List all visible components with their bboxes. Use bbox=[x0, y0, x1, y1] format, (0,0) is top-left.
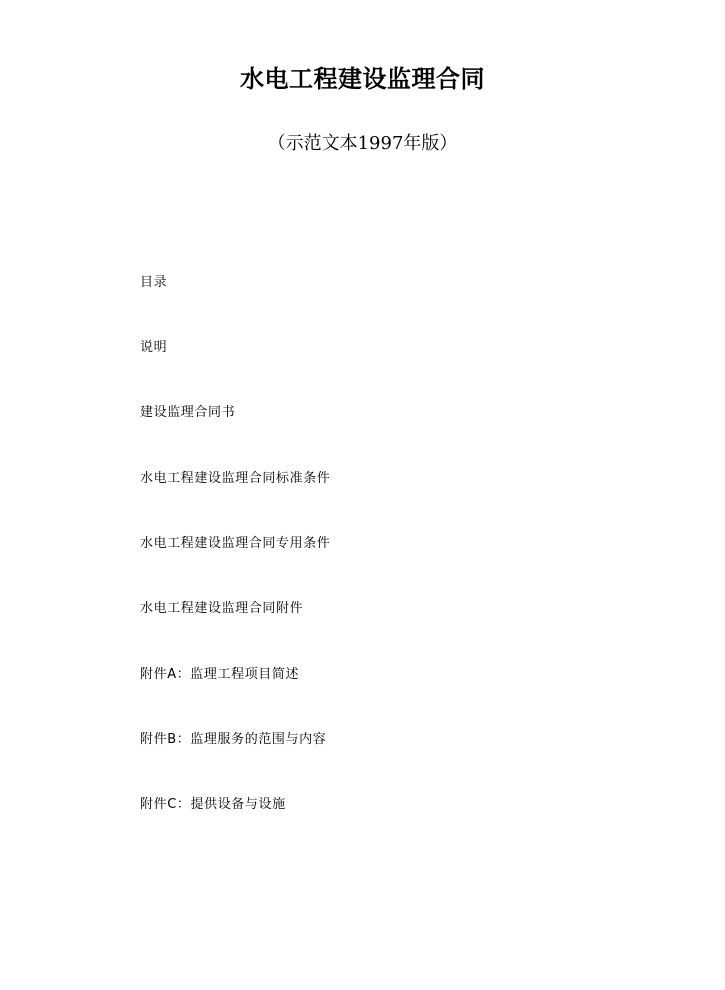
toc-item-appendix-c: 附件C：提供设备与设施 bbox=[140, 797, 286, 812]
document-title: 水电工程建设监理合同 bbox=[240, 65, 485, 93]
toc-item-appendix-b: 附件B：监理服务的范围与内容 bbox=[140, 732, 327, 747]
table-of-contents bbox=[140, 0, 660, 990]
document-subtitle: （示范文本1997年版） bbox=[267, 133, 458, 154]
toc-item-contents: 目录 bbox=[140, 275, 168, 290]
toc-item-contract-agreement: 建设监理合同书 bbox=[140, 405, 236, 420]
toc-item-appendix-a: 附件A：监理工程项目简述 bbox=[140, 667, 300, 682]
toc-item-special-conditions: 水电工程建设监理合同专用条件 bbox=[140, 536, 331, 551]
toc-item-notes: 说明 bbox=[140, 340, 168, 355]
toc-item-standard-conditions: 水电工程建设监理合同标准条件 bbox=[140, 471, 331, 486]
toc-item-appendices: 水电工程建设监理合同附件 bbox=[140, 601, 304, 616]
